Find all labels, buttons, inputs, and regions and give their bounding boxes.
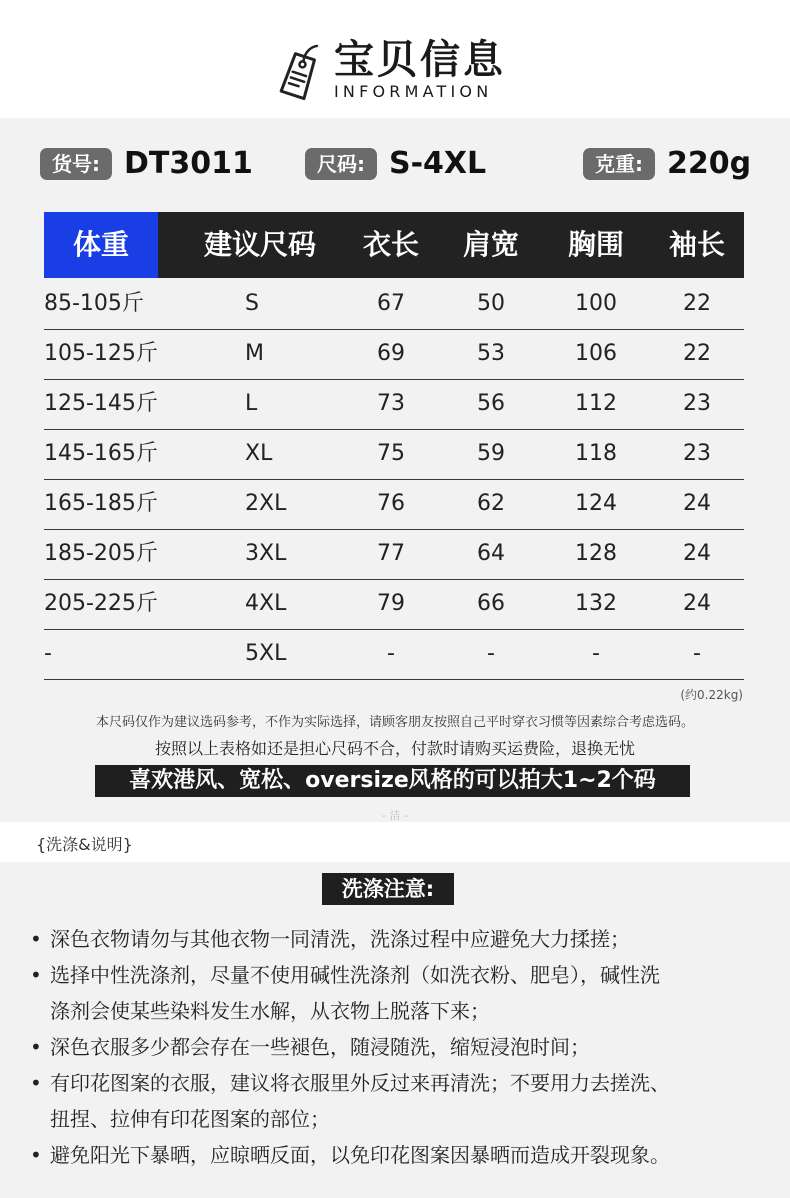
cell-shoulder: 53	[477, 341, 505, 366]
cell-sleeve: 24	[683, 541, 711, 566]
cell-size: 2XL	[245, 491, 287, 516]
cell-weight: 85-105斤	[44, 291, 144, 316]
cell-weight: 105-125斤	[44, 341, 158, 366]
cell-shoulder: 50	[477, 291, 505, 316]
cell-length: 79	[377, 591, 405, 616]
care-text-line: 有印花图案的衣服，建议将衣服里外反过来再清洗；不要用力去搓洗、	[50, 1071, 670, 1095]
cell-size: 4XL	[245, 591, 287, 616]
cell-chest: -	[592, 641, 600, 666]
cell-weight: 185-205斤	[44, 541, 158, 566]
table-row	[44, 479, 744, 530]
cell-shoulder: 56	[477, 391, 505, 416]
cell-sleeve: 24	[683, 491, 711, 516]
care-item	[30, 921, 750, 957]
cell-shoulder: -	[487, 641, 495, 666]
cell-sleeve: 22	[683, 291, 711, 316]
bullet: •	[30, 1143, 42, 1167]
spec-weight	[583, 147, 751, 181]
price-tag-icon	[278, 38, 322, 100]
cell-size: L	[245, 391, 258, 416]
spec-label: 尺码:	[305, 148, 377, 180]
cell-shoulder: 66	[477, 591, 505, 616]
cell-weight: 165-185斤	[44, 491, 158, 516]
bullet: •	[30, 1035, 42, 1059]
spec-size-range	[305, 147, 486, 181]
spec-label: 克重:	[583, 148, 655, 180]
section-separator: - 洁 -	[382, 809, 408, 822]
column-header-size: 建议尺码	[203, 228, 316, 261]
cell-length: 76	[377, 491, 405, 516]
page-title: 宝贝信息	[334, 37, 506, 83]
cell-shoulder: 59	[477, 441, 505, 466]
cell-shoulder: 64	[477, 541, 505, 566]
column-header-sleeve: 袖长	[668, 228, 725, 261]
cell-length: -	[387, 641, 395, 666]
cell-chest: 106	[575, 341, 617, 366]
cell-shoulder: 62	[477, 491, 505, 516]
table-row	[44, 429, 744, 480]
cell-weight: -	[44, 641, 52, 666]
care-heading: 洗涤注意:	[322, 873, 454, 905]
cell-sleeve: 23	[683, 441, 711, 466]
column-header-shoulder: 肩宽	[462, 228, 519, 261]
cell-length: 77	[377, 541, 405, 566]
cell-chest: 100	[575, 291, 617, 316]
cell-chest: 132	[575, 591, 617, 616]
table-row	[44, 379, 744, 430]
spec-value: S-4XL	[389, 146, 487, 181]
cell-weight: 125-145斤	[44, 391, 158, 416]
cell-sleeve: -	[693, 641, 701, 666]
cell-chest: 112	[575, 391, 617, 416]
weight-conversion-note: (约0.22kg)	[680, 688, 743, 702]
cell-length: 69	[377, 341, 405, 366]
cell-length: 75	[377, 441, 405, 466]
cell-sleeve: 24	[683, 591, 711, 616]
bullet: •	[30, 1071, 42, 1095]
spec-value: DT3011	[124, 146, 253, 181]
care-item	[30, 1029, 750, 1065]
cell-sleeve: 23	[683, 391, 711, 416]
cell-chest: 118	[575, 441, 617, 466]
spec-label: 货号:	[40, 148, 112, 180]
column-header-weight: 体重	[44, 212, 158, 278]
care-text-line: 深色衣服多少都会存在一些褪色，随浸随洗，缩短浸泡时间；	[50, 1035, 590, 1059]
care-text-line: 涤剂会使某些染料发生水解，从衣物上脱落下来；	[50, 999, 490, 1023]
spec-item-number	[40, 147, 253, 181]
cell-sleeve: 22	[683, 341, 711, 366]
cell-chest: 124	[575, 491, 617, 516]
care-text-line: 避免阳光下暴晒，应晾晒反面，以免印花图案因暴晒而造成开裂现象。	[50, 1143, 670, 1167]
insurance-note: 按照以上表格如还是担心尺码不合，付款时请购买运费险，退换无忧	[154, 739, 635, 758]
table-row	[44, 529, 744, 580]
wash-section-title: {洗涤&说明}	[36, 835, 133, 854]
care-item	[30, 1065, 750, 1137]
cell-weight: 205-225斤	[44, 591, 158, 616]
bullet: •	[30, 927, 42, 951]
table-row	[44, 329, 744, 380]
cell-size: 3XL	[245, 541, 287, 566]
table-row	[44, 279, 744, 330]
care-item	[30, 957, 750, 1029]
cell-size: 5XL	[245, 641, 287, 666]
care-text-line: 深色衣物请勿与其他衣物一同清洗，洗涤过程中应避免大力揉搓；	[50, 927, 630, 951]
table-row	[44, 629, 744, 680]
cell-length: 67	[377, 291, 405, 316]
size-table-header	[44, 212, 744, 278]
bullet: •	[30, 963, 42, 987]
care-item	[30, 1137, 750, 1173]
care-text-line: 选择中性洗涤剂，尽量不使用碱性洗涤剂（如洗衣粉、肥皂），碱性洗	[50, 963, 660, 987]
table-row	[44, 579, 744, 630]
oversize-banner: 喜欢港风、宽松、oversize风格的可以拍大1~2个码	[95, 765, 690, 797]
spec-value: 220g	[667, 146, 752, 181]
column-header-length: 衣长	[362, 228, 419, 261]
column-header-chest: 胸围	[567, 228, 624, 261]
cell-size: M	[245, 341, 264, 366]
cell-chest: 128	[575, 541, 617, 566]
cell-size: XL	[245, 441, 273, 466]
care-text-line: 扭捏、拉伸有印花图案的部位；	[50, 1107, 330, 1131]
cell-size: S	[245, 291, 259, 316]
cell-weight: 145-165斤	[44, 441, 158, 466]
page-subtitle: INFORMATION	[334, 82, 493, 101]
page-header	[0, 0, 790, 118]
cell-length: 73	[377, 391, 405, 416]
size-disclaimer: 本尺码仅作为建议选码参考，不作为实际选择，请顾客朋友按照自己平时穿衣习惯等因素综合考虑选码。	[95, 715, 694, 730]
